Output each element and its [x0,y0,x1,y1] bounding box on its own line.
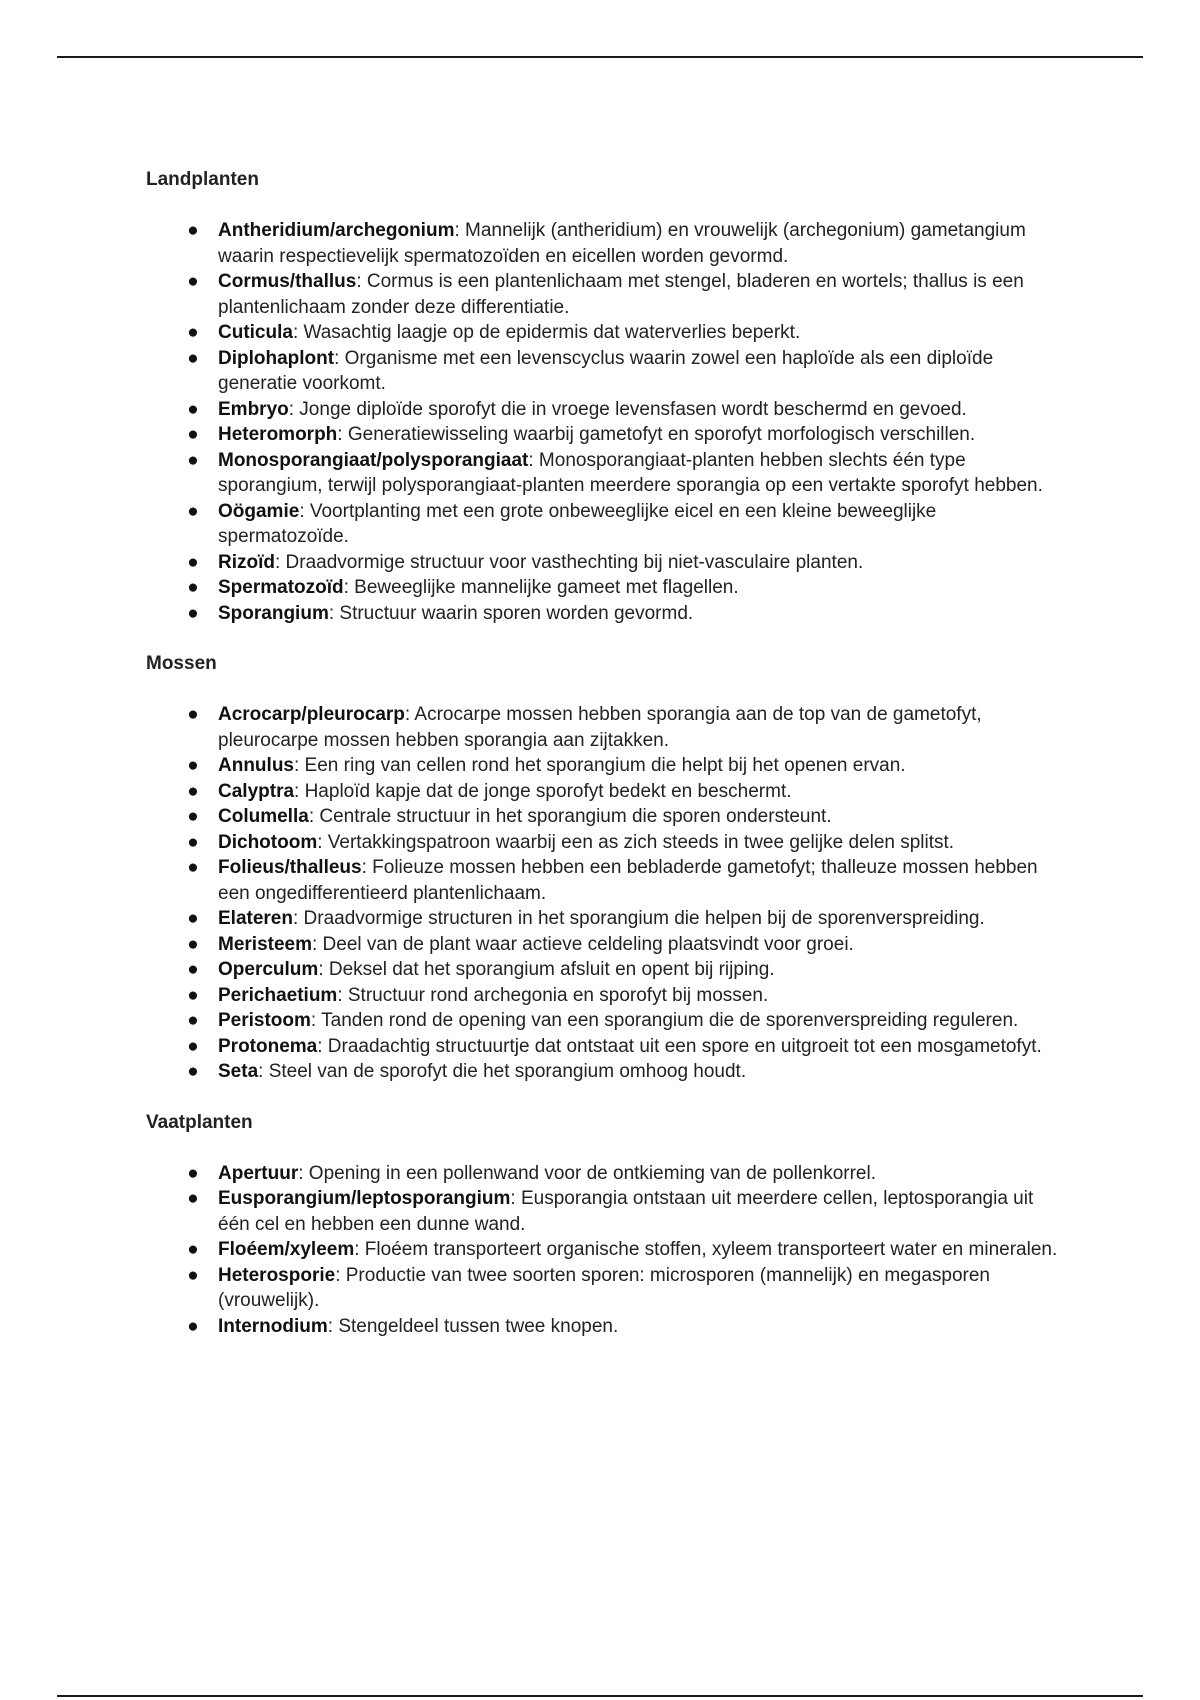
term-name: Internodium [218,1315,328,1337]
term-definition: : Deel van de plant waar actieve celdeling plaatsvindt voor groei. [312,933,854,955]
bullet-icon: ● [187,1315,199,1337]
bullet-icon: ● [187,602,199,624]
term-name: Eusporangium/leptosporangium [218,1188,511,1209]
term-definition: : Mannelijk (antheridium) en vrouwelijk (archegonium) gametangium waarin respectievelijk spermatozoïden en eicellen worden gevormd. [218,220,1026,267]
term-name: Heteromorph [218,424,338,445]
term-name: Heterosporie [218,1264,336,1286]
term-list-item [146,320,1066,346]
term-list-item [146,830,1066,856]
term-list-item [146,218,1066,269]
term-list-item [146,804,1066,830]
term-list-item [146,1034,1066,1060]
term-name: Apertuur [218,1162,299,1184]
bullet-icon: ● [187,959,199,980]
term-definition: : Tanden rond de opening van een sporangium die de sporenverspreiding reguleren. [310,1010,1019,1031]
term-list-item [146,1059,1066,1085]
section-vaatplanten [146,1111,1066,1340]
term-definition: : Floéem transporteert organische stoffen, xyleem transporteert water en mineralen. [354,1239,1058,1260]
bullet-icon: ● [187,908,199,929]
term-name: Antheridium/archegonium [218,220,455,241]
section-heading: Mossen [146,653,217,674]
term-list-item [146,957,1066,983]
bullet-icon: ● [187,500,199,522]
term-definition: : Centrale structuur in het sporangium die sporen ondersteunt. [308,806,832,827]
term-list [146,1161,1066,1340]
term-definition: : Monosporangiaat-planten hebben slechts één type sporangium, terwijl polysporangiaat-planten meerdere sporangia op een vertakte sporofyt hebben. [218,449,1043,496]
term-list-item [146,1314,1066,1340]
bullet-icon: ● [187,857,199,878]
bullet-icon: ● [187,984,199,1006]
term-name: Calyptra [218,780,295,802]
term-name: Operculum [218,959,319,980]
bullet-icon: ● [187,806,199,827]
term-definition: : Stengeldeel tussen twee knopen. [327,1315,619,1337]
term-name: Spermatozoïd [218,577,344,598]
term-name: Diplohaplont [218,347,335,369]
term-definition: : Structuur waarin sporen worden gevormd. [328,602,694,624]
term-definition: : Structuur rond archegonia en sporofyt bij mossen. [337,984,769,1006]
term-definition: : Draadachtig structuurtje dat ontstaat uit een spore en uitgroeit tot een mosgametofyt. [317,1035,1042,1057]
bullet-icon: ● [187,220,199,241]
bullet-icon: ● [187,1035,199,1057]
term-name: Rizoïd [218,551,275,573]
bullet-icon: ● [187,424,199,445]
bullet-icon: ● [187,831,199,853]
term-name: Perichaetium [218,984,338,1006]
term-definition: : Voortplanting met een grote onbeweeglijke eicel en een kleine beweeglijke spermatozoïde. [218,500,937,547]
section-heading: Vaatplanten [146,1111,253,1133]
header-rule [57,56,1143,58]
term-list-item [146,1263,1066,1314]
term-definition: : Draadvormige structuren in het sporangium die helpen bij de sporenverspreiding. [292,908,985,929]
bullet-icon: ● [187,755,199,776]
term-definition: : Een ring van cellen rond het sporangium die helpt bij het openen ervan. [294,755,906,776]
term-list-item [146,550,1066,576]
term-name: Columella [218,806,309,827]
term-name: Folieus/thalleus [218,857,362,878]
term-name: Embryo [218,398,289,420]
bullet-icon: ● [187,1188,199,1209]
term-name: Floéem/xyleem [218,1239,355,1260]
term-definition: : Organisme met een levenscyclus waarin zowel een haploïde als een diploïde generatie voorkomt. [218,347,994,394]
term-name: Peristoom [218,1010,311,1031]
term-name: Acrocarp/pleurocarp [218,704,405,725]
bullet-icon: ● [187,322,199,343]
term-definition: : Productie van twee soorten sporen: microsporen (mannelijk) en megasporen (vrouwelijk). [218,1264,990,1311]
term-list-item [146,779,1066,805]
term-list-item [146,269,1066,320]
bullet-icon: ● [187,780,199,802]
term-list-item [146,1186,1066,1237]
bullet-icon: ● [187,398,199,420]
term-name: Oögamie [218,500,300,522]
term-list-item [146,397,1066,423]
term-definition: : Acrocarpe mossen hebben sporangia aan de top van de gametofyt, pleurocarpe mossen hebben sporangia aan zijtakken. [218,704,982,751]
term-definition: : Cormus is een plantenlichaam met stengel, bladeren en wortels; thallus is een plantenlichaam zonder deze differentiatie. [218,271,1024,318]
term-list-item [146,1008,1066,1034]
bullet-icon: ● [187,1162,199,1184]
term-list-item [146,422,1066,448]
term-name: Dichotoom [218,831,318,853]
bullet-icon: ● [187,347,199,369]
term-list-item [146,753,1066,779]
term-definition: : Draadvormige structuur voor vasthechting bij niet-vasculaire planten. [275,551,864,573]
bullet-icon: ● [187,1264,199,1286]
term-list [146,702,1066,1085]
term-name: Elateren [218,908,293,929]
term-definition: : Folieuze mossen hebben een bebladerde gametofyt; thalleuze mossen hebben een ongedifferentieerd plantenlichaam. [218,857,1038,904]
term-list-item [146,855,1066,906]
term-list-item [146,1161,1066,1187]
term-definition: : Wasachtig laagje op de epidermis dat waterverlies beperkt. [292,322,801,343]
bullet-icon: ● [187,449,199,471]
term-name: Protonema [218,1035,318,1057]
term-name: Seta [218,1061,259,1082]
term-list-item [146,346,1066,397]
bullet-icon: ● [187,704,199,725]
term-list-item [146,575,1066,601]
term-name: Cuticula [218,322,293,343]
term-definition: : Jonge diploïde sporofyt die in vroege levensfasen wordt beschermd en gevoed. [288,398,967,420]
term-list-item [146,448,1066,499]
term-definition: : Eusporangia ontstaan uit meerdere cellen, leptosporangia uit één cel en hebben een dunne wand. [218,1188,1034,1235]
term-definition: : Opening in een pollenwand voor de ontkieming van de pollenkorrel. [298,1162,876,1184]
term-definition: : Steel van de sporofyt die het sporangium omhoog houdt. [258,1061,747,1082]
bullet-icon: ● [187,1061,199,1082]
section-landplanten [146,168,1066,626]
document-body [146,168,1066,1339]
bullet-icon: ● [187,1010,199,1031]
term-list-item [146,983,1066,1009]
term-list-item [146,1237,1066,1263]
term-name: Cormus/thallus [218,271,357,292]
term-name: Sporangium [218,602,329,624]
bullet-icon: ● [187,551,199,573]
bullet-icon: ● [187,1239,199,1260]
section-mossen [146,652,1066,1085]
term-definition: : Deksel dat het sporangium afsluit en opent bij rijping. [318,959,775,980]
term-list-item [146,702,1066,753]
term-list-item [146,499,1066,550]
term-list-item [146,601,1066,627]
term-list-item [146,906,1066,932]
term-list-item [146,932,1066,958]
term-definition: : Vertakkingspatroon waarbij een as zich steeds in twee gelijke delen splitst. [317,831,955,853]
footer-rule [57,1695,1143,1697]
term-name: Meristeem [218,933,312,955]
bullet-icon: ● [187,271,199,292]
term-name: Monosporangiaat/polysporangiaat [218,449,529,471]
term-definition: : Beweeglijke mannelijke gameet met flagellen. [343,577,739,598]
bullet-icon: ● [187,577,199,598]
term-definition: : Generatiewisseling waarbij gametofyt en sporofyt morfologisch verschillen. [337,424,976,445]
term-definition: : Haploïd kapje dat de jonge sporofyt bedekt en beschermt. [294,780,792,802]
section-heading: Landplanten [146,169,259,190]
term-list [146,218,1066,626]
bullet-icon: ● [187,933,199,955]
term-name: Annulus [218,755,294,776]
